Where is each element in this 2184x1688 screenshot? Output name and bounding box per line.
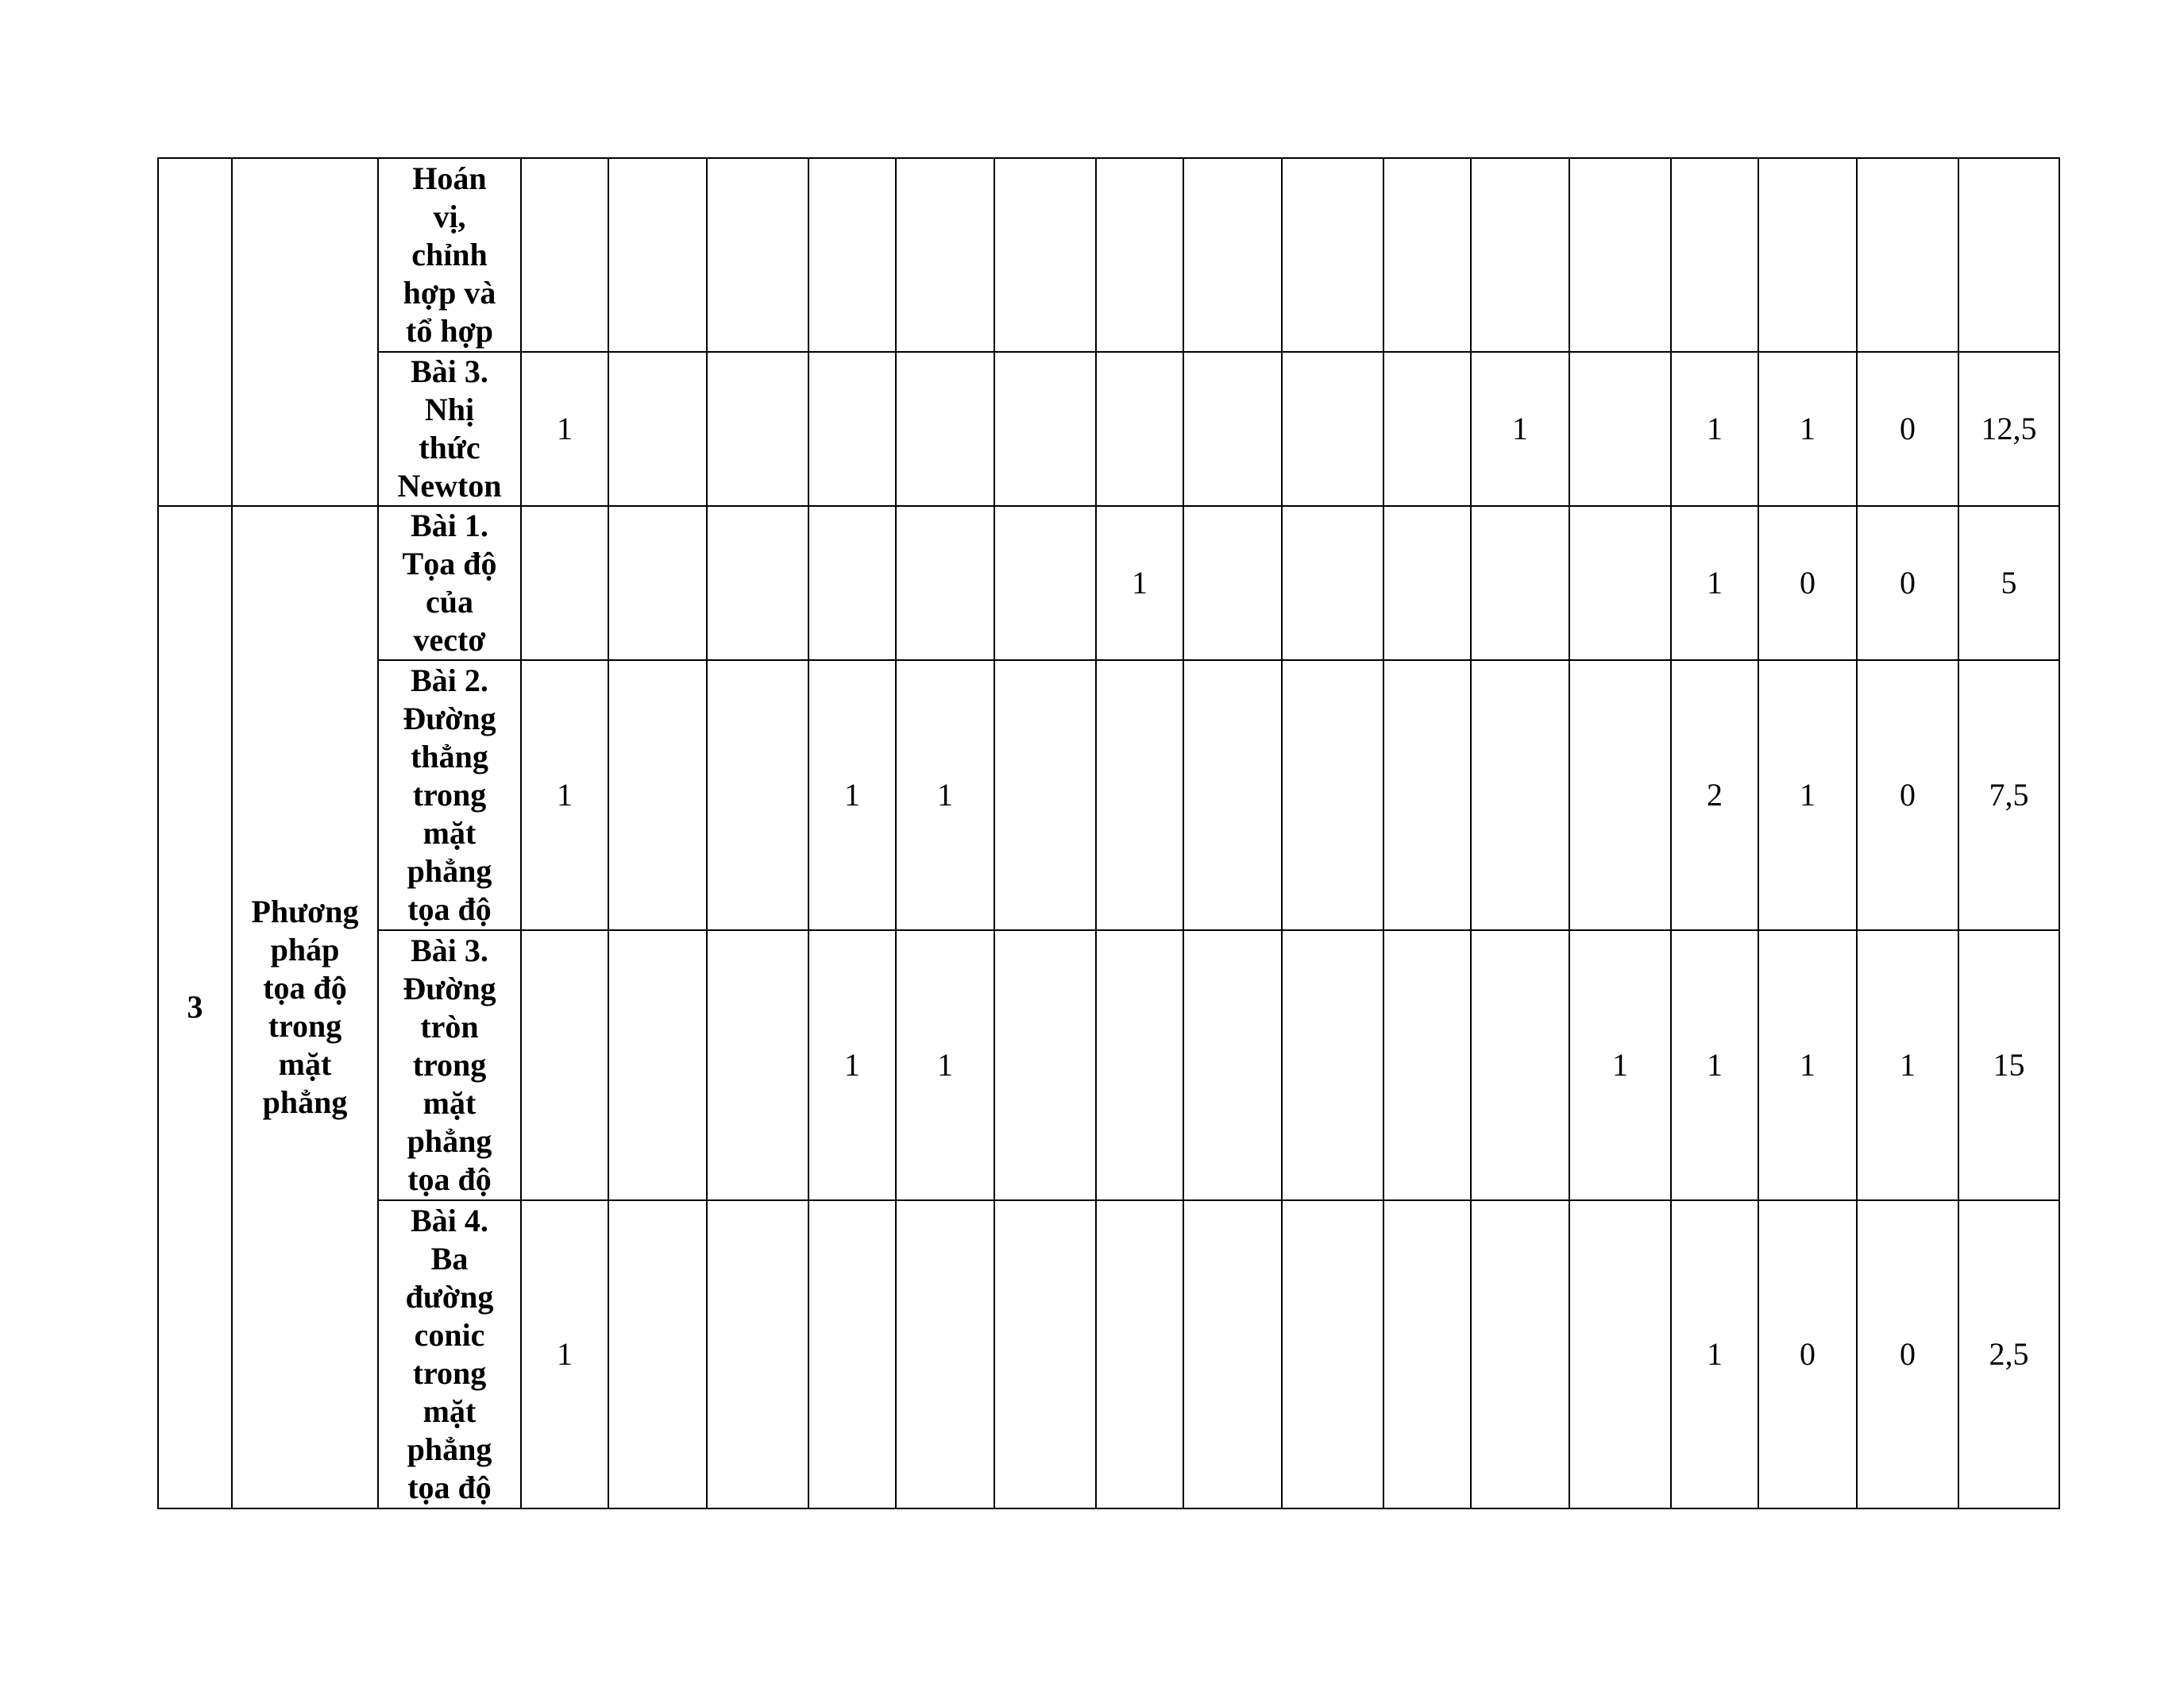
total-questions-cell: 1 — [1671, 1200, 1758, 1508]
count-cell — [1183, 1200, 1282, 1508]
count-cell: 1 — [808, 660, 896, 930]
count-cell — [1383, 1200, 1471, 1508]
count-cell — [994, 1200, 1096, 1508]
total-questions-cell: 1 — [1857, 930, 1958, 1200]
count-cell — [1096, 352, 1183, 506]
count-cell — [1471, 660, 1569, 930]
count-cell — [1569, 352, 1671, 506]
count-cell — [808, 352, 896, 506]
count-cell — [896, 1200, 994, 1508]
count-cell — [1471, 1200, 1569, 1508]
total-questions-cell — [1671, 158, 1758, 352]
count-cell — [608, 1200, 707, 1508]
count-cell — [1282, 352, 1383, 506]
count-cell — [1383, 352, 1471, 506]
count-cell — [1096, 930, 1183, 1200]
count-cell — [1096, 1200, 1183, 1508]
count-cell — [1471, 506, 1569, 660]
total-questions-cell — [1758, 158, 1857, 352]
percentage-cell: 15 — [1958, 930, 2059, 1200]
count-cell — [1569, 1200, 1671, 1508]
count-cell — [1183, 158, 1282, 352]
count-cell — [1096, 158, 1183, 352]
percentage-cell: 5 — [1958, 506, 2059, 660]
count-cell — [707, 930, 808, 1200]
lesson-name-cell: Bài 3. Nhị thức Newton — [378, 352, 521, 506]
lesson-name-cell: Bài 4. Ba đường conic trong mặt phẳng tọa độ — [378, 1200, 521, 1508]
percentage-cell — [1958, 158, 2059, 352]
count-cell — [994, 660, 1096, 930]
total-questions-cell: 0 — [1857, 506, 1958, 660]
table-row — [158, 352, 2059, 506]
count-cell: 1 — [521, 1200, 608, 1508]
total-questions-cell: 0 — [1857, 660, 1958, 930]
count-cell: 1 — [896, 660, 994, 930]
total-questions-cell: 2 — [1671, 660, 1758, 930]
count-cell — [1383, 660, 1471, 930]
count-cell — [707, 1200, 808, 1508]
count-cell — [1383, 506, 1471, 660]
assessment-matrix-table — [157, 157, 2060, 1509]
count-cell — [896, 352, 994, 506]
table-row — [158, 158, 2059, 352]
count-cell — [808, 158, 896, 352]
count-cell — [608, 158, 707, 352]
lesson-name-cell: Bài 1. Tọa độ của vectơ — [378, 506, 521, 660]
total-questions-cell: 0 — [1857, 1200, 1958, 1508]
percentage-cell: 2,5 — [1958, 1200, 2059, 1508]
table-row — [158, 930, 2059, 1200]
count-cell — [707, 506, 808, 660]
count-cell — [896, 506, 994, 660]
count-cell — [1282, 506, 1383, 660]
total-questions-cell: 1 — [1671, 506, 1758, 660]
count-cell — [608, 660, 707, 930]
count-cell — [1383, 930, 1471, 1200]
chapter-number-cell — [158, 158, 232, 506]
count-cell — [1183, 352, 1282, 506]
count-cell — [808, 506, 896, 660]
count-cell — [1282, 660, 1383, 930]
total-questions-cell: 1 — [1758, 352, 1857, 506]
total-questions-cell: 1 — [1758, 930, 1857, 1200]
total-questions-cell: 0 — [1758, 1200, 1857, 1508]
count-cell — [1471, 930, 1569, 1200]
lesson-name-cell: Bài 2. Đường thẳng trong mặt phẳng tọa độ — [378, 660, 521, 930]
count-cell: 1 — [1471, 352, 1569, 506]
count-cell — [608, 506, 707, 660]
lesson-name-cell: Bài 3. Đường tròn trong mặt phẳng tọa độ — [378, 930, 521, 1200]
count-cell — [994, 930, 1096, 1200]
chapter-name-cell: Phương pháp tọa độ trong mặt phẳng — [232, 506, 378, 1508]
table-row — [158, 506, 2059, 660]
count-cell — [994, 352, 1096, 506]
count-cell — [1282, 930, 1383, 1200]
count-cell — [608, 930, 707, 1200]
count-cell: 1 — [521, 352, 608, 506]
count-cell: 1 — [896, 930, 994, 1200]
matrix-body — [158, 158, 2059, 1508]
count-cell — [608, 352, 707, 506]
table-row — [158, 660, 2059, 930]
count-cell — [1096, 660, 1183, 930]
count-cell — [1383, 158, 1471, 352]
chapter-name-cell — [232, 158, 378, 506]
count-cell — [521, 930, 608, 1200]
chapter-number-cell: 3 — [158, 506, 232, 1508]
count-cell — [1569, 158, 1671, 352]
count-cell: 1 — [1096, 506, 1183, 660]
count-cell: 1 — [521, 660, 608, 930]
count-cell — [808, 1200, 896, 1508]
total-questions-cell: 1 — [1671, 930, 1758, 1200]
count-cell — [1183, 930, 1282, 1200]
count-cell — [521, 506, 608, 660]
count-cell — [1282, 158, 1383, 352]
count-cell: 1 — [1569, 930, 1671, 1200]
count-cell — [994, 506, 1096, 660]
count-cell — [707, 352, 808, 506]
total-questions-cell: 0 — [1857, 352, 1958, 506]
count-cell: 1 — [808, 930, 896, 1200]
count-cell — [521, 158, 608, 352]
total-questions-cell: 1 — [1758, 660, 1857, 930]
count-cell — [707, 158, 808, 352]
percentage-cell: 7,5 — [1958, 660, 2059, 930]
count-cell — [1282, 1200, 1383, 1508]
total-questions-cell: 0 — [1758, 506, 1857, 660]
table-row — [158, 1200, 2059, 1508]
percentage-cell: 12,5 — [1958, 352, 2059, 506]
count-cell — [707, 660, 808, 930]
count-cell — [1471, 158, 1569, 352]
lesson-name-cell: Hoán vị, chỉnh hợp và tổ hợp — [378, 158, 521, 352]
count-cell — [896, 158, 994, 352]
count-cell — [1183, 506, 1282, 660]
count-cell — [1183, 660, 1282, 930]
total-questions-cell: 1 — [1671, 352, 1758, 506]
count-cell — [1569, 506, 1671, 660]
count-cell — [994, 158, 1096, 352]
total-questions-cell — [1857, 158, 1958, 352]
count-cell — [1569, 660, 1671, 930]
